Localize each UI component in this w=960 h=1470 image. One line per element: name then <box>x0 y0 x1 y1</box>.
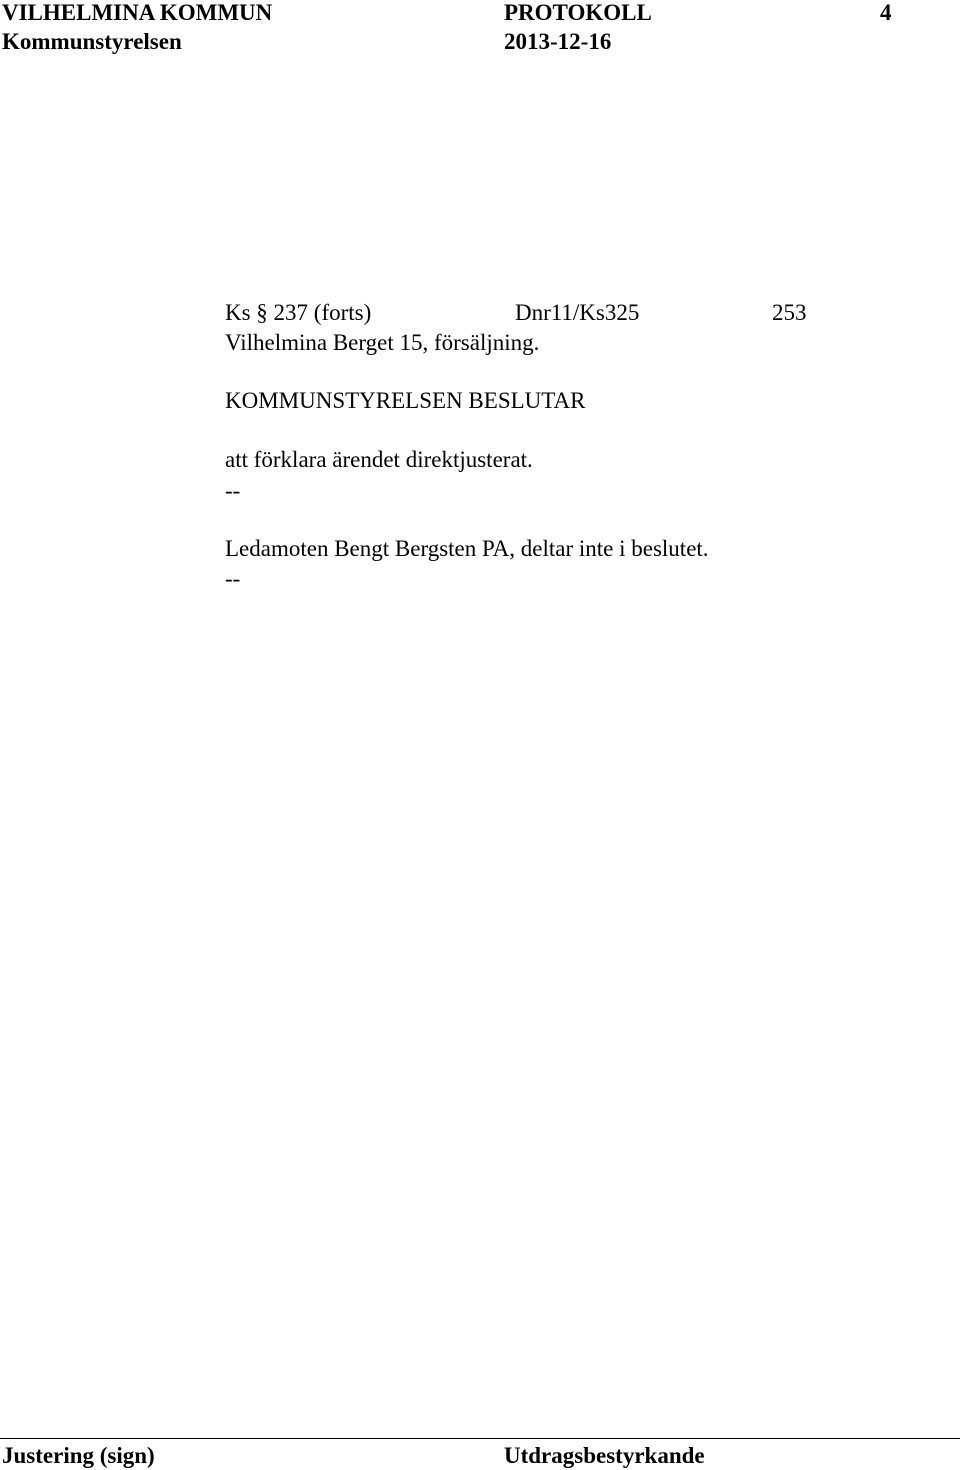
meeting-date: 2013-12-16 <box>504 29 612 54</box>
paragraph-reference: Ks § 237 (forts) <box>225 300 372 325</box>
diary-number: Dnr11/Ks325 <box>515 300 640 325</box>
separator-dashes: -- <box>225 478 241 503</box>
document-type: PROTOKOLL <box>504 0 652 25</box>
organization-name: VILHELMINA KOMMUN <box>2 0 273 25</box>
committee-name: Kommunstyrelsen <box>2 29 182 54</box>
page-number: 4 <box>880 0 892 25</box>
separator-dashes: -- <box>225 566 241 591</box>
recusal-note: Ledamoten Bengt Bergsten PA, deltar inte i beslutet. <box>225 536 709 561</box>
justering-label: Justering (sign) <box>2 1443 155 1468</box>
utdragsbestyrkande-label: Utdragsbestyrkande <box>504 1443 705 1468</box>
decision-text: att förklara ärendet direktjusterat. <box>225 447 533 472</box>
section-number: 253 <box>772 300 807 325</box>
section-subject: Vilhelmina Berget 15, försäljning. <box>225 330 540 355</box>
footer-divider <box>0 1438 960 1439</box>
decision-heading: KOMMUNSTYRELSEN BESLUTAR <box>225 388 586 413</box>
